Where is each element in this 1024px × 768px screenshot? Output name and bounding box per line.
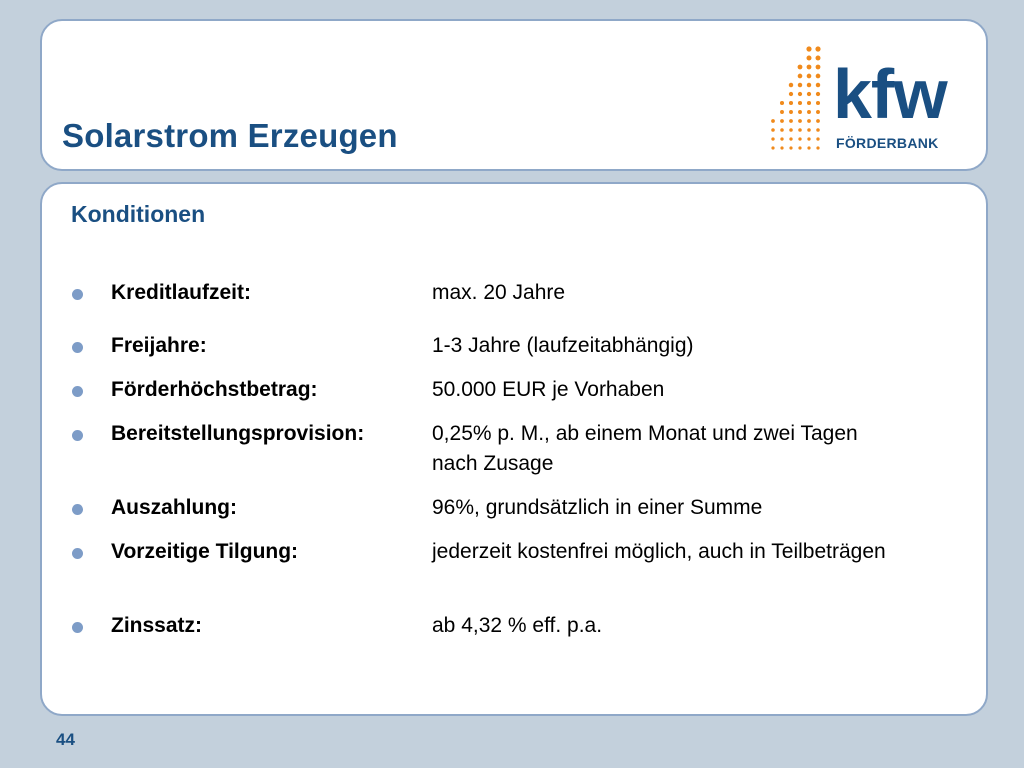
logo-dot bbox=[806, 55, 811, 60]
bullet-icon bbox=[72, 342, 83, 353]
logo-dot bbox=[816, 119, 820, 123]
logo-dot bbox=[771, 137, 774, 140]
condition-label: Bereitstellungsprovision: bbox=[111, 422, 365, 445]
logo-dot bbox=[798, 74, 803, 79]
logo-dot bbox=[798, 83, 802, 87]
condition-label: Zinssatz: bbox=[111, 614, 203, 637]
logo-dot bbox=[807, 83, 811, 87]
logo-dot bbox=[816, 74, 821, 79]
logo-dot bbox=[780, 101, 784, 105]
logo-dot bbox=[771, 128, 775, 132]
logo-dot bbox=[780, 146, 783, 149]
logo-dot bbox=[816, 65, 821, 70]
kfw-logo bbox=[767, 43, 972, 153]
logo-dot bbox=[780, 119, 784, 123]
logo-dot bbox=[816, 92, 820, 96]
logo-dot bbox=[807, 119, 811, 123]
condition-label: Förderhöchstbetrag: bbox=[111, 378, 318, 401]
logo-dot bbox=[789, 119, 793, 123]
bullet-icon bbox=[72, 386, 83, 397]
logo-dot bbox=[807, 146, 810, 149]
bullet-icon bbox=[72, 289, 83, 300]
page-title: Solarstrom Erzeugen bbox=[62, 117, 398, 154]
logo-dot bbox=[798, 146, 801, 149]
header-panel bbox=[40, 19, 988, 171]
logo-subtitle: FÖRDERBANK bbox=[836, 135, 939, 151]
logo-dot bbox=[798, 137, 801, 140]
logo-dot bbox=[815, 55, 820, 60]
condition-value: ab 4,32 % eff. p.a. bbox=[432, 614, 603, 637]
logo-dot bbox=[780, 128, 784, 132]
conditions-list bbox=[42, 184, 986, 714]
condition-label: Auszahlung: bbox=[111, 496, 237, 519]
logo-dot bbox=[798, 128, 802, 132]
logo-dot bbox=[789, 146, 792, 149]
logo-wordmark: kfw bbox=[833, 55, 947, 133]
logo-dot bbox=[789, 110, 793, 114]
logo-dot bbox=[798, 101, 802, 105]
condition-label: Vorzeitige Tilgung: bbox=[111, 540, 299, 563]
bullet-icon bbox=[72, 504, 83, 515]
condition-value: 96%, grundsätzlich in einer Summe bbox=[432, 496, 763, 519]
condition-value: 0,25% p. M., ab einem Monat und zwei Tagen nach Zusage bbox=[432, 422, 858, 475]
logo-dot bbox=[798, 92, 802, 96]
logo-dot bbox=[789, 137, 792, 140]
logo-dots-icon bbox=[767, 43, 837, 153]
logo-dot bbox=[807, 137, 810, 140]
logo-dot bbox=[816, 110, 820, 114]
logo-dot bbox=[816, 83, 820, 87]
logo-dot bbox=[807, 65, 812, 70]
logo-dot bbox=[807, 128, 811, 132]
logo-dot bbox=[798, 119, 802, 123]
logo-dot bbox=[807, 101, 811, 105]
logo-dot bbox=[815, 46, 820, 51]
bullet-icon bbox=[72, 430, 83, 441]
condition-value: 50.000 EUR je Vorhaben bbox=[432, 378, 665, 401]
condition-value: max. 20 Jahre bbox=[432, 281, 566, 304]
logo-dot bbox=[816, 137, 819, 140]
logo-dot bbox=[789, 92, 793, 96]
logo-dot bbox=[789, 128, 793, 132]
bullet-icon bbox=[72, 548, 83, 559]
content-panel bbox=[40, 182, 988, 716]
condition-label: Freijahre: bbox=[111, 334, 207, 357]
section-title: Konditionen bbox=[71, 201, 206, 227]
logo-dot bbox=[780, 137, 783, 140]
logo-dot bbox=[807, 110, 811, 114]
logo-dot bbox=[806, 46, 811, 51]
logo-dot bbox=[807, 92, 811, 96]
page-number: 44 bbox=[56, 730, 75, 749]
logo-dot bbox=[798, 110, 802, 114]
logo-dot bbox=[816, 101, 820, 105]
logo-dot bbox=[789, 101, 793, 105]
logo-dot bbox=[816, 128, 820, 132]
logo-dot bbox=[816, 146, 819, 149]
condition-value: jederzeit kostenfrei möglich, auch in Teilbeträgen bbox=[432, 540, 886, 563]
condition-value: 1-3 Jahre (laufzeitabhängig) bbox=[432, 334, 694, 357]
condition-label: Kreditlaufzeit: bbox=[111, 281, 252, 304]
logo-dot bbox=[789, 83, 793, 87]
logo-dot bbox=[780, 110, 784, 114]
logo-dot bbox=[807, 74, 812, 79]
logo-dot bbox=[771, 119, 775, 123]
logo-dot bbox=[798, 65, 803, 70]
logo-dot bbox=[771, 146, 774, 149]
bullet-icon bbox=[72, 622, 83, 633]
